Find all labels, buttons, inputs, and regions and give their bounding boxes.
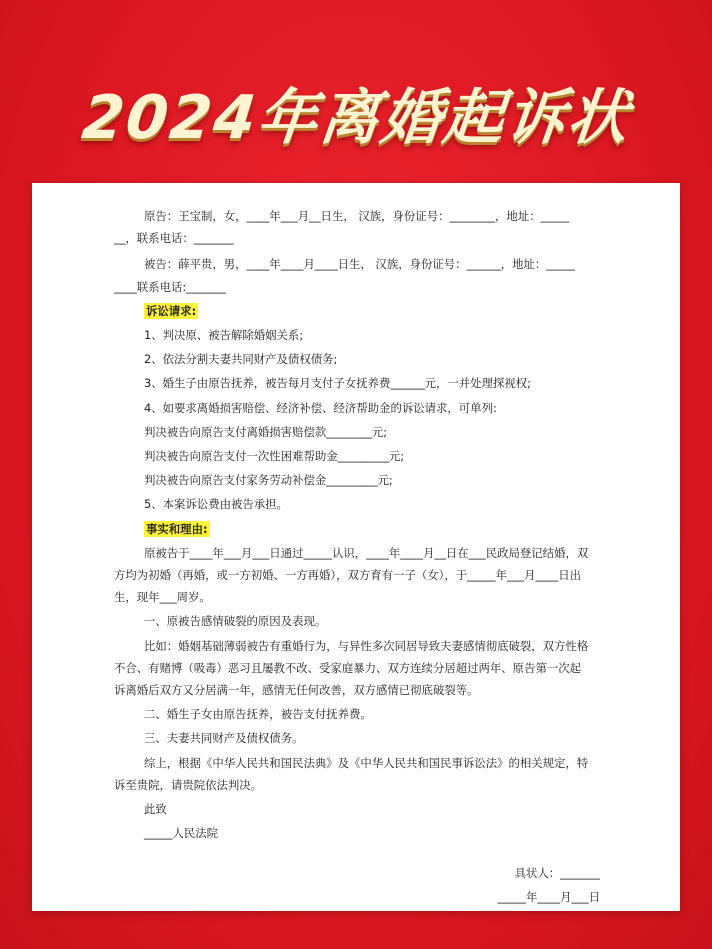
signature-date: _____年____月___日 bbox=[497, 890, 600, 904]
claim-item: 5、本案诉讼费由被告承担。 bbox=[144, 497, 288, 512]
court-name: _____人民法院 bbox=[144, 826, 219, 841]
facts-heading: 事实和理由: bbox=[146, 521, 208, 536]
document-body bbox=[114, 205, 592, 846]
closing-salutation: 此致 bbox=[144, 802, 167, 817]
facts-paragraph: 原被告于____年___月___日通过_____认识，____年____月__日在___民政局登记结婚，双方均为初婚（再婚，或一方初婚、一方再婚），双方育有一子（女），于_____年___月____日出生，现年___周岁。 bbox=[114, 545, 589, 605]
facts-paragraph: 综上，根据《中华人民共和国民法典》及《中华人民共和国民事诉讼法》的相关规定，特诉至贵院，请贵院依法判决。 bbox=[114, 755, 589, 792]
facts-paragraph: 三、夫妻共同财产及债权债务。 bbox=[144, 731, 304, 746]
claim-item: 判决被告向原告支付一次性困难帮助金_________元; bbox=[144, 449, 405, 464]
defendant-line: 被告：薛平贵，男，____年____月____日生， 汉族，身份证号：______，地址：_____ ____联系电话:_______ bbox=[114, 257, 575, 294]
plaintiff-line: 原告：王宝制，女，____年___月__日生， 汉族，身份证号：________，地址：_____ __，联系电话：_______ bbox=[114, 209, 570, 246]
claim-item: 4、如要求离婚损害赔偿、经济补偿、经济帮助金的诉讼请求，可单列: bbox=[144, 400, 497, 415]
claims-heading-row bbox=[114, 300, 592, 322]
claim-item: 2、依法分割夫妻共同财产及债权债务; bbox=[144, 352, 338, 367]
page-title: 2024年离婚起诉状 bbox=[78, 83, 634, 153]
claim-item: 判决被告向原告支付离婚损害赔偿款________元; bbox=[144, 424, 388, 439]
signature-label: 具状人：_______ bbox=[514, 866, 600, 880]
facts-heading-row bbox=[114, 518, 592, 540]
facts-paragraph: 二、婚生子女由原告抚养，被告支付抚养费。 bbox=[144, 707, 372, 722]
facts-paragraph: 比如：婚姻基础薄弱被告有重婚行为，与异性多次同居导致夫妻感情彻底破裂，双方性格不合、有赌博（吸毒）恶习且屡教不改、受家庭暴力、双方连续分居超过两年、原告第一次起诉离婚后双方又分居满一年，感情无任何改善，双方感情已彻底破裂等。 bbox=[114, 638, 589, 698]
claims-heading: 诉讼请求: bbox=[146, 303, 197, 318]
facts-paragraph: 一、原被告感情破裂的原因及表现。 bbox=[144, 614, 327, 629]
claim-item: 判决被告向原告支付家务劳动补偿金_________元; bbox=[144, 473, 393, 488]
claim-item: 3、婚生子由原告抚养，被告每月支付子女抚养费______元，一并处理探视权; bbox=[144, 376, 531, 391]
claim-item: 1、判决原、被告解除婚姻关系; bbox=[144, 328, 304, 343]
